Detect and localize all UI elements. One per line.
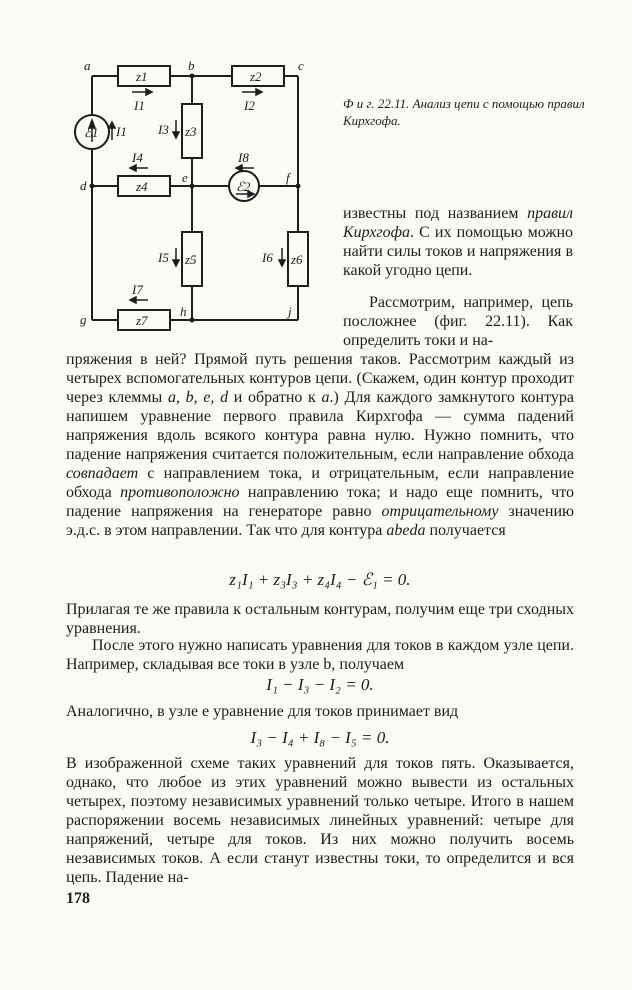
- label-I4: I4: [132, 150, 143, 165]
- label-z5: z5: [185, 252, 197, 267]
- equation-2: I₁ − I₃ − I₂ = 0.: [266, 675, 374, 694]
- label-I1: I1: [134, 98, 145, 113]
- label-I1-src: I1: [116, 124, 127, 139]
- label-I3: I3: [158, 122, 169, 137]
- body-paragraph-1: пряжения в ней? Прямой путь решения таков. Рассмотрим каждый из четырех вспомогательных контуров цепи. (Скажем, один контур проходит через клеммы a, b, e, d и обратно к a.) Для каждого замкнутого контура напишем уравнение первого правила Кирхгофа — сумма падений напряжения вдоль всякого контура равна нулю. Нужно помнить, что падение напряжения считается положительным, если направление обхода совпадает с направлением тока, и отрицательным, если направление обхода противоположно направлению тока; и надо еще помнить, что падение напряжения на генераторе равно отрицательному значению э.д.с. в этом направлении. Так что для контура abeda получается: [66, 351, 575, 539]
- label-z4: z4: [136, 179, 148, 194]
- body-paragraph-4: Аналогично, в узле e уравнение для токов принимает вид: [66, 703, 459, 720]
- label-I8: I8: [238, 150, 249, 165]
- label-z6: z6: [291, 252, 303, 267]
- node-c: c: [298, 58, 304, 73]
- body-paragraph-3: После этого нужно написать уравнения для токов в каждом узле цепи. Например, складывая все токи в узле b, получаем: [66, 637, 574, 673]
- node-b: b: [188, 58, 195, 73]
- node-d: d: [80, 178, 87, 193]
- figure-caption: Ф и г. 22.11. Анализ цепи с помощью правил Кирхгофа.: [343, 96, 585, 128]
- equation-1: z₁I₁ + z₃I₃ + z₄I₄ − ℰ₁ = 0.: [229, 570, 411, 589]
- label-I7: I7: [132, 282, 143, 297]
- page-number: 178: [66, 890, 90, 907]
- node-g: g: [80, 312, 87, 327]
- node-h: h: [180, 304, 187, 319]
- node-e: e: [182, 170, 188, 185]
- node-j: j: [288, 304, 292, 319]
- label-z3: z3: [185, 124, 197, 139]
- circuit-diagram: [62, 52, 312, 342]
- label-I2: I2: [244, 98, 255, 113]
- body-paragraph-5: В изображенной схеме таких уравнений для токов пять. Оказывается, однако, что любое из этих уравнений можно вывести из остальных четырех, поэтому независимых уравнений только четыре. Итого в нашем распоряжении восемь независимых линейных уравнений: четыре для напряжений, четыре для токов. Из них можно получить восемь независимых токов. А если станут известны токи, то определится и вся цепь. Падение на-: [66, 755, 574, 886]
- label-e2: ℰ2: [236, 179, 251, 194]
- body-paragraph-2: Прилагая те же правила к остальным контурам, получим еще три сходных уравнения.: [66, 601, 574, 637]
- label-z2: z2: [250, 69, 262, 84]
- label-e1: ℰ1: [84, 125, 99, 140]
- node-a: a: [84, 58, 91, 73]
- side-paragraph-1: известны под названием правил Кирхгофа. С их помощью можно найти силы токов и напряжения в какой угодно цепи.: [343, 205, 573, 279]
- label-I6: I6: [262, 250, 273, 265]
- label-z1: z1: [136, 69, 148, 84]
- node-f: f: [286, 170, 290, 185]
- side-paragraph-2: Рассмотрим, например, цепь посложнее (фиг. 22.11). Как определить токи и на-: [343, 294, 573, 349]
- label-I5: I5: [158, 250, 169, 265]
- label-z7: z7: [136, 313, 148, 328]
- equation-3: I₃ − I₄ + I₈ − I₅ = 0.: [250, 728, 390, 747]
